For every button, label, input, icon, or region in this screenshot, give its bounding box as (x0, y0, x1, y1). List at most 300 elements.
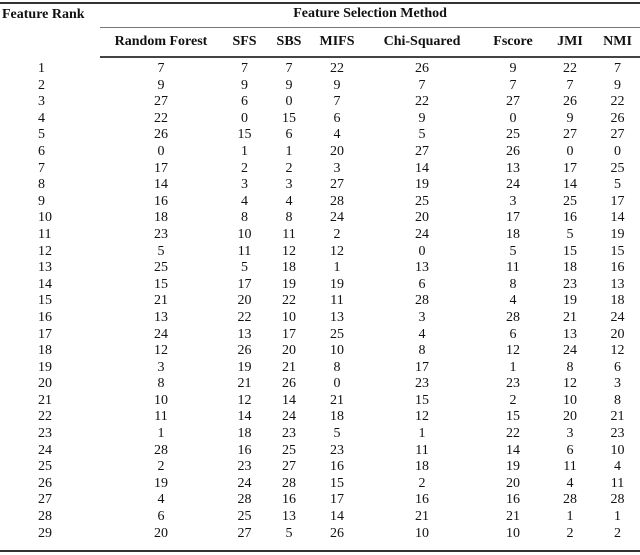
value-cell: 23 (506, 376, 520, 392)
value-cell: 25 (237, 509, 252, 525)
value-cell: 3 (333, 160, 341, 176)
value-cell: 23 (563, 276, 577, 292)
value-cell: 20 (506, 475, 520, 491)
value-cell: 21 (610, 409, 625, 425)
value-cell: 22 (563, 61, 577, 76)
value-cell: 9 (285, 77, 293, 93)
column-header-sfs: SFS (222, 28, 267, 58)
value-cell: 16 (282, 492, 296, 508)
value-cell: 19 (154, 475, 168, 491)
value-cell: 13 (563, 326, 577, 342)
value-cell: 18 (330, 409, 344, 425)
value-cell: 20 (154, 525, 168, 541)
table-row (0, 376, 640, 393)
table-row (0, 327, 640, 344)
rank-cell: 9 (38, 193, 45, 209)
value-cell: 16 (330, 459, 344, 475)
value-cell: 1 (614, 509, 622, 525)
value-cell: 6 (614, 359, 622, 375)
value-cell: 23 (610, 426, 625, 442)
value-cell: 4 (566, 475, 574, 491)
value-cell: 21 (415, 509, 429, 525)
table-row (0, 244, 640, 261)
column-header-random-forest: Random Forest (100, 28, 222, 58)
value-cell: 17 (154, 160, 168, 176)
value-cell: 4 (333, 127, 341, 143)
value-cell: 21 (154, 293, 168, 309)
value-cell: 9 (157, 77, 165, 93)
table-bottom-rule (0, 550, 640, 552)
value-cell: 3 (418, 309, 426, 325)
value-cell: 2 (614, 525, 622, 541)
table-row (0, 127, 640, 144)
value-cell: 21 (563, 309, 577, 325)
value-cell: 5 (418, 127, 426, 143)
table-row (0, 144, 640, 161)
rank-cell: 29 (38, 525, 52, 541)
rank-cell: 21 (38, 392, 52, 408)
table-row (0, 526, 640, 543)
value-cell: 5 (509, 243, 517, 259)
value-cell: 13 (610, 276, 625, 292)
rank-cell: 26 (38, 475, 52, 491)
value-cell: 15 (237, 127, 252, 143)
rank-cell: 24 (38, 442, 52, 458)
value-cell: 17 (330, 492, 344, 508)
value-cell: 23 (282, 426, 296, 442)
value-cell: 26 (154, 127, 168, 143)
value-cell: 24 (154, 326, 168, 342)
value-cell: 8 (418, 343, 426, 359)
value-cell: 22 (415, 94, 429, 110)
value-cell: 18 (563, 260, 577, 276)
value-cell: 26 (563, 94, 577, 110)
column-header-nmi: NMI (595, 28, 640, 58)
rank-cell: 27 (38, 492, 52, 508)
table-row (0, 443, 640, 460)
value-cell: 17 (610, 193, 625, 209)
value-cell: 17 (563, 160, 577, 176)
value-cell: 17 (237, 276, 252, 292)
value-cell: 13 (415, 260, 429, 276)
value-cell: 20 (415, 210, 429, 226)
value-cell: 15 (282, 110, 296, 126)
value-cell: 5 (614, 177, 622, 193)
rank-cell: 15 (38, 293, 52, 309)
value-cell: 24 (237, 475, 252, 491)
rank-cell: 25 (38, 459, 52, 475)
value-cell: 27 (282, 459, 296, 475)
value-cell: 7 (285, 61, 293, 76)
value-cell: 14 (415, 160, 429, 176)
value-cell: 25 (154, 260, 168, 276)
value-cell: 25 (610, 160, 625, 176)
value-cell: 28 (610, 492, 625, 508)
value-cell: 12 (610, 343, 625, 359)
value-cell: 24 (610, 309, 625, 325)
value-cell: 12 (415, 409, 429, 425)
rank-cell: 28 (38, 509, 52, 525)
value-cell: 11 (154, 409, 168, 425)
value-cell: 5 (333, 426, 341, 442)
rank-cell: 11 (38, 226, 52, 242)
value-cell: 22 (610, 94, 625, 110)
value-cell: 26 (610, 110, 625, 126)
value-cell: 11 (237, 243, 252, 259)
value-cell: 19 (506, 459, 520, 475)
value-cell: 0 (285, 94, 293, 110)
value-cell: 28 (154, 442, 168, 458)
value-cell: 6 (509, 326, 517, 342)
value-cell: 11 (563, 459, 577, 475)
value-cell: 18 (610, 293, 625, 309)
value-cell: 9 (333, 77, 341, 93)
value-cell: 15 (330, 475, 344, 491)
value-cell: 1 (418, 426, 426, 442)
rank-cell: 16 (38, 309, 52, 325)
value-cell: 4 (614, 459, 622, 475)
value-cell: 20 (282, 343, 296, 359)
table-row (0, 459, 640, 476)
value-cell: 16 (237, 442, 252, 458)
value-cell: 3 (566, 426, 574, 442)
value-cell: 1 (157, 426, 165, 442)
value-cell: 7 (614, 61, 622, 76)
value-cell: 28 (563, 492, 577, 508)
rank-cell: 1 (38, 60, 45, 76)
value-cell: 16 (506, 492, 520, 508)
value-cell: 14 (237, 409, 252, 425)
value-cell: 12 (506, 343, 520, 359)
rank-cell: 12 (38, 243, 52, 259)
column-header-jmi: JMI (545, 28, 595, 58)
value-cell: 11 (415, 442, 429, 458)
value-cell: 25 (282, 442, 296, 458)
value-cell: 4 (285, 193, 293, 209)
value-cell: 14 (506, 442, 520, 458)
value-cell: 6 (333, 110, 341, 126)
value-cell: 26 (415, 61, 429, 76)
value-cell: 23 (154, 226, 168, 242)
value-cell: 26 (330, 525, 344, 541)
value-cell: 19 (282, 276, 296, 292)
value-cell: 13 (506, 160, 520, 176)
value-cell: 2 (157, 459, 165, 475)
table-row (0, 293, 640, 310)
value-cell: 27 (610, 127, 625, 143)
table-row (0, 194, 640, 211)
value-cell: 0 (333, 376, 341, 392)
value-cell: 8 (285, 210, 293, 226)
value-cell: 12 (154, 343, 168, 359)
value-cell: 25 (506, 127, 520, 143)
value-cell: 3 (241, 177, 248, 193)
rank-cell: 22 (38, 409, 52, 425)
value-cell: 0 (418, 243, 426, 259)
value-cell: 1 (333, 260, 341, 276)
table-row (0, 78, 640, 95)
value-cell: 19 (563, 293, 577, 309)
value-cell: 24 (563, 343, 577, 359)
value-cell: 28 (330, 193, 344, 209)
value-cell: 22 (154, 110, 168, 126)
value-cell: 23 (415, 376, 429, 392)
table-row (0, 94, 640, 111)
rank-cell: 3 (38, 94, 45, 110)
value-cell: 15 (506, 409, 520, 425)
value-cell: 14 (563, 177, 577, 193)
value-cell: 2 (333, 226, 341, 242)
table-row (0, 426, 640, 443)
value-cell: 7 (157, 61, 165, 76)
column-header-mifs: MIFS (311, 28, 363, 58)
rank-cell: 13 (38, 260, 52, 276)
value-cell: 0 (614, 143, 622, 159)
value-cell: 20 (237, 293, 252, 309)
value-cell: 20 (610, 326, 625, 342)
value-cell: 4 (418, 326, 426, 342)
value-cell: 27 (154, 94, 168, 110)
value-cell: 0 (509, 110, 517, 126)
value-cell: 2 (241, 160, 248, 176)
value-cell: 15 (563, 243, 577, 259)
value-cell: 1 (285, 143, 293, 159)
value-cell: 13 (154, 309, 168, 325)
table-row (0, 227, 640, 244)
value-cell: 12 (237, 392, 252, 408)
value-cell: 24 (282, 409, 296, 425)
value-cell: 11 (330, 293, 344, 309)
value-cell: 8 (566, 359, 574, 375)
rank-cell: 14 (38, 276, 52, 292)
value-cell: 0 (241, 110, 248, 126)
column-header-chi-squared: Chi-Squared (363, 28, 481, 58)
value-cell: 2 (285, 160, 293, 176)
value-cell: 14 (154, 177, 168, 193)
value-cell: 8 (333, 359, 341, 375)
value-cell: 10 (282, 309, 296, 325)
rank-cell: 2 (38, 77, 45, 93)
value-cell: 27 (506, 94, 520, 110)
value-cell: 7 (566, 77, 574, 93)
value-cell: 22 (282, 293, 296, 309)
table-row (0, 476, 640, 493)
rank-cell: 4 (38, 110, 45, 126)
table-row (0, 393, 640, 410)
value-cell: 10 (415, 525, 429, 541)
value-cell: 27 (330, 177, 344, 193)
value-cell: 10 (330, 343, 344, 359)
table-row (0, 409, 640, 426)
value-cell: 4 (509, 293, 517, 309)
value-cell: 22 (330, 61, 344, 76)
value-cell: 14 (330, 509, 344, 525)
value-cell: 21 (330, 392, 344, 408)
value-cell: 26 (237, 343, 252, 359)
value-cell: 5 (241, 260, 248, 276)
value-cell: 15 (415, 392, 429, 408)
value-cell: 27 (237, 525, 252, 541)
value-cell: 25 (415, 193, 429, 209)
value-cell: 1 (241, 143, 248, 159)
value-cell: 12 (563, 376, 577, 392)
feature-selection-method-header: Feature Selection Method (100, 0, 640, 28)
value-cell: 17 (415, 359, 429, 375)
value-cell: 24 (330, 210, 344, 226)
table-row (0, 260, 640, 277)
value-cell: 16 (610, 260, 625, 276)
value-cell: 9 (509, 61, 517, 76)
value-cell: 28 (237, 492, 252, 508)
rank-cell: 17 (38, 326, 52, 342)
value-cell: 3 (157, 359, 165, 375)
table-row (0, 161, 640, 178)
value-cell: 10 (154, 392, 168, 408)
value-cell: 13 (237, 326, 252, 342)
table-row (0, 111, 640, 128)
value-cell: 10 (610, 442, 625, 458)
table-row (0, 343, 640, 360)
value-cell: 9 (241, 77, 248, 93)
value-cell: 11 (282, 226, 296, 242)
value-cell: 23 (237, 459, 252, 475)
value-cell: 18 (237, 426, 252, 442)
value-cell: 12 (330, 243, 344, 259)
value-cell: 6 (241, 94, 248, 110)
value-cell: 21 (506, 509, 520, 525)
value-cell: 15 (154, 276, 168, 292)
value-cell: 11 (610, 475, 625, 491)
value-cell: 1 (509, 359, 517, 375)
rank-cell: 23 (38, 426, 52, 442)
value-cell: 9 (566, 110, 574, 126)
value-cell: 3 (509, 193, 517, 209)
column-header-fscore: Fscore (481, 28, 545, 58)
value-cell: 18 (506, 226, 520, 242)
column-header-sbs: SBS (267, 28, 311, 58)
value-cell: 3 (285, 177, 293, 193)
value-cell: 8 (241, 210, 248, 226)
value-cell: 22 (237, 309, 252, 325)
table-row (0, 210, 640, 227)
value-cell: 17 (282, 326, 296, 342)
value-cell: 6 (418, 276, 426, 292)
value-cell: 5 (157, 243, 165, 259)
value-cell: 18 (282, 260, 296, 276)
value-cell: 24 (506, 177, 520, 193)
rank-cell: 18 (38, 343, 52, 359)
value-cell: 12 (282, 243, 296, 259)
value-cell: 18 (154, 210, 168, 226)
value-cell: 19 (330, 276, 344, 292)
value-cell: 10 (563, 392, 577, 408)
table-row (0, 310, 640, 327)
value-cell: 27 (415, 143, 429, 159)
table-row (0, 509, 640, 526)
value-cell: 13 (330, 309, 344, 325)
value-cell: 15 (610, 243, 625, 259)
value-cell: 6 (285, 127, 293, 143)
value-cell: 26 (506, 143, 520, 159)
value-cell: 8 (509, 276, 517, 292)
value-cell: 21 (282, 359, 296, 375)
value-cell: 16 (415, 492, 429, 508)
value-cell: 2 (509, 392, 517, 408)
value-cell: 9 (614, 77, 622, 93)
value-cell: 7 (418, 77, 426, 93)
value-cell: 0 (157, 143, 165, 159)
value-cell: 6 (157, 509, 165, 525)
value-cell: 17 (506, 210, 520, 226)
value-cell: 9 (418, 110, 426, 126)
table-row (0, 277, 640, 294)
feature-rank-header: Feature Rank (2, 7, 85, 22)
value-cell: 19 (610, 226, 625, 242)
value-cell: 28 (415, 293, 429, 309)
value-cell: 16 (154, 193, 168, 209)
rank-cell: 8 (38, 177, 45, 193)
table-row (0, 57, 640, 78)
rank-cell: 10 (38, 210, 52, 226)
value-cell: 2 (418, 475, 426, 491)
value-cell: 1 (566, 509, 574, 525)
value-cell: 27 (563, 127, 577, 143)
value-cell: 26 (282, 376, 296, 392)
value-cell: 20 (563, 409, 577, 425)
value-cell: 8 (157, 376, 165, 392)
value-cell: 7 (241, 61, 248, 76)
value-cell: 16 (563, 210, 577, 226)
value-cell: 7 (333, 94, 341, 110)
value-cell: 5 (285, 525, 293, 541)
value-cell: 0 (566, 143, 574, 159)
value-cell: 4 (157, 492, 165, 508)
value-cell: 2 (566, 525, 574, 541)
value-cell: 25 (330, 326, 344, 342)
rank-cell: 20 (38, 376, 52, 392)
value-cell: 8 (614, 392, 622, 408)
rank-cell: 19 (38, 359, 52, 375)
value-cell: 14 (282, 392, 296, 408)
value-cell: 6 (566, 442, 574, 458)
value-cell: 24 (415, 226, 429, 242)
value-cell: 28 (506, 309, 520, 325)
value-cell: 22 (506, 426, 520, 442)
table-row (0, 177, 640, 194)
value-cell: 25 (563, 193, 577, 209)
value-cell: 5 (566, 226, 574, 242)
value-cell: 19 (415, 177, 429, 193)
table-row (0, 492, 640, 509)
value-cell: 18 (415, 459, 429, 475)
value-cell: 13 (282, 509, 296, 525)
value-cell: 10 (237, 226, 252, 242)
value-cell: 4 (241, 193, 248, 209)
value-cell: 28 (282, 475, 296, 491)
value-cell: 7 (509, 77, 517, 93)
rank-cell: 7 (38, 160, 45, 176)
value-cell: 19 (237, 359, 252, 375)
value-cell: 10 (506, 525, 520, 541)
value-cell: 14 (610, 210, 625, 226)
rank-cell: 5 (38, 127, 45, 143)
rank-cell: 6 (38, 143, 45, 159)
value-cell: 11 (506, 260, 520, 276)
value-cell: 23 (330, 442, 344, 458)
value-cell: 21 (237, 376, 252, 392)
table-row (0, 360, 640, 377)
value-cell: 3 (614, 376, 622, 392)
